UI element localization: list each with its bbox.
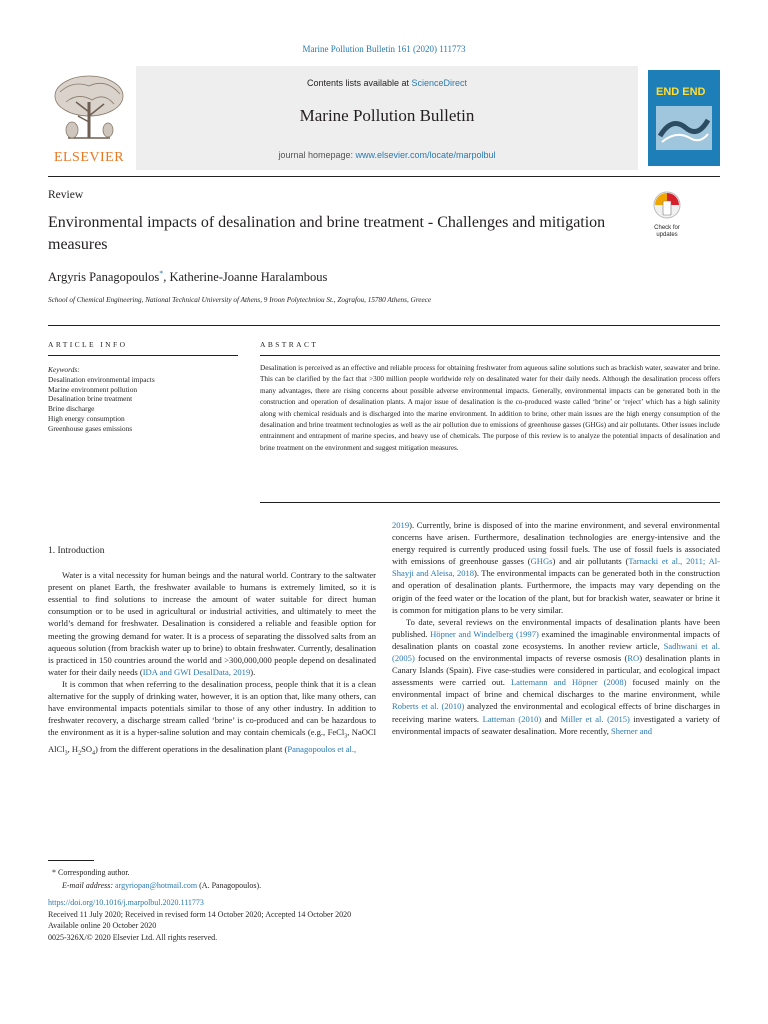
citation-link[interactable]: Sherner and [610, 725, 653, 736]
abstract-heading: ABSTRACT [260, 340, 319, 349]
author-name[interactable]: Argyris Panagopoulos [48, 270, 160, 285]
corresponding-author-marker[interactable]: * [159, 269, 164, 278]
divider [260, 502, 720, 503]
journal-header [48, 66, 720, 170]
citation-link[interactable]: Sadhwani et al. (2005) [392, 640, 720, 664]
contents-line: Contents lists available at ScienceDirect [306, 78, 468, 88]
abbreviation-link[interactable]: RO [627, 653, 640, 664]
citation-link[interactable]: Höpner and Windelberg (1997) [430, 628, 539, 639]
available-online: Available online 20 October 2020 [48, 921, 157, 930]
keywords-list [48, 365, 238, 434]
keyword: Marine environment pollution [48, 384, 138, 394]
journal-cover-image[interactable] [648, 70, 720, 166]
keyword: Desalination brine treatment [48, 394, 133, 404]
author-list: Argyris Panagopoulos*, Katherine-Joanne Haralambous [48, 269, 328, 285]
citation-link[interactable]: Tarnacki et al., 2011; Al-Shayji and Aleisa, 2018 [392, 556, 720, 579]
corresponding-author-note: * Corresponding author. [52, 868, 130, 877]
sciencedirect-link[interactable]: ScienceDirect [411, 78, 468, 88]
email-note: E-mail address: argyriopan@hotmail.com (A. Panagopoulos). [62, 881, 262, 890]
elsevier-logo[interactable] [48, 72, 130, 166]
body-column-left [48, 519, 376, 760]
citation-link[interactable]: Lattemann and Höpner (2008) [510, 677, 627, 688]
article-info-heading: ARTICLE INFO [48, 340, 128, 349]
cover-title: END END [656, 86, 706, 98]
crossmark-label: Check for updates [654, 225, 680, 238]
body-column-right [392, 519, 720, 737]
citation-link[interactable]: Miller et al. (2015) [560, 713, 630, 724]
doi-link[interactable]: https://doi.org/10.1016/j.marpolbul.2020.111773 [48, 898, 204, 907]
keyword: Brine discharge [48, 404, 95, 414]
copyright: 0025-326X/© 2020 Elsevier Ltd. All rights reserved. [48, 932, 218, 942]
cover-art-icon [656, 106, 712, 150]
divider [260, 355, 720, 356]
publication-info [48, 897, 351, 943]
keywords-label: Keywords: [48, 365, 80, 374]
abstract-text: Desalination is perceived as an effective and reliable process for obtaining freshwater from aqueous saline solutions such as brackish water, seawater and brine. This can be clarified by the fact that >300 million people worldwide rely on desalinated water for their daily needs. Although the desalination process offers many advantages, there are rising concerns about possible adverse environmental impacts. Generally, environmental impacts can be generated both in the construction and operation of desalination plants. A major issue of desalination is the co-produced waste called ‘brine’ or ‘reject’ which has a high salinity along with chemical residuals and is discharged into the marine environment. In addition to brine, other main issues are the high energy consumption of the desalination and brine treatment technologies as well as the air pollution due to emissions of greenhouse gasses (GHGs) and air pollutants. Other issues include entrainment and entrapment of marine species, and heavy use of chemicals. The purpose of this review is to analyze the potential impacts of desalination and brine treatment on the environment and suggest mitigation measures. [260, 364, 720, 452]
journal-banner [136, 66, 638, 170]
journal-title: Marine Pollution Bulletin [299, 106, 475, 125]
footnote-rule [48, 860, 94, 861]
divider [48, 325, 720, 326]
citation-link[interactable]: Roberts et al. (2010) [392, 701, 465, 712]
author-name[interactable]: Katherine-Joanne Haralambous [169, 270, 328, 285]
citation-link[interactable]: 2019 [392, 520, 410, 530]
tree-icon [48, 72, 130, 146]
crossmark-icon [648, 190, 686, 220]
received-dates: Received 11 July 2020; Received in revised form 14 October 2020; Accepted 14 October 2020 [48, 909, 352, 919]
header-rule [48, 176, 720, 177]
abbreviation-link[interactable]: GHGs [530, 556, 553, 567]
paragraph: Water is a vital necessity for human beings and the natural world. Contrary to the saltwater present on planet Earth, the freshwater available to humans is extremely limited, so it is essential to find solutions to increase the amount of water suitable for direct human consumption or to be used in agricultural or industrial activities, and ultimately to meet the world’s demand for freshwater. Desalination is considered a reliable and feasible option for meeting the growing demand for water. It is a process of separating the dissolved salts from an aqueous solution (from brackish water up to brine) to obtain freshwater. Currently, desalination is practiced in 150 countries around the world and >300,000,000 people depend on desalinated water for their daily needs (IDA and GWI DesalData, 2019). [48, 570, 376, 677]
affiliation: School of Chemical Engineering, National Technical University of Athens, 9 Iroon Polytechniou St., Zografou, 15780 Athens, Greece [48, 296, 432, 304]
email-link[interactable]: argyriopan@hotmail.com [115, 881, 198, 890]
journal-reference[interactable]: Marine Pollution Bulletin 161 (2020) 111773 [302, 44, 466, 54]
citation-link[interactable]: IDA and GWI DesalData, 2019 [142, 666, 251, 677]
keyword: Greenhouse gases emissions [48, 423, 133, 433]
article-type: Review [48, 189, 84, 201]
journal-homepage: journal homepage: www.elsevier.com/locate/marpolbul [278, 150, 496, 160]
section-heading-introduction: 1. Introduction [48, 546, 105, 556]
paragraph: To date, several reviews on the environmental impacts of desalination plants have been published. Höpner and Windelberg (1997) examined the imaginable environmental impacts of desalination plants on coastal zone ecosystems. In another review article, Sadhwani et al. (2005) focused on the environmental impacts of reverse osmosis (RO) desalination plants in Canary Islands (Spain). Five case-studies were considered in particular, and ecological impact assessments were carried out. Lattemann and Höpner (2008) focused mainly on the environmental impact of brine and chemical discharges to the marine environment, while Roberts et al. (2010) analyzed the environmental and ecological effects of brine discharges in receiving marine waters. Latteman (2010) and Miller et al. (2015) investigated a variety of environmental impacts of seawater desalination. More recently, Sherner and [392, 616, 721, 736]
keyword: High energy consumption [48, 413, 125, 423]
homepage-link[interactable]: www.elsevier.com/locate/marpolbul [355, 150, 496, 160]
footnotes [52, 866, 261, 892]
paragraph: It is common that when referring to the desalination process, people think that it is a clean alternative for the supply of drinking water, however, it is an option that, like many others, can have environmental impacts potentials similar to those of any other industry. In addition to freshwater recovery, a discharge stream called ‘brine’ is co-produced and can be hazardous to the environment as it is a hyper-saline solution and may contain chemicals (e.g., FeCl$_3$, NaOCl AlCl$_3$, $H_2SO_4$) from the different operations in the desalination plant (Panagopoulos et al., [48, 678, 376, 757]
citation-link[interactable]: Panagopoulos et al., [287, 744, 357, 755]
article-title: Environmental impacts of desalination and brine treatment - Challenges and mitigation measures [48, 214, 606, 253]
citation-link[interactable]: Latteman (2010) [482, 713, 542, 724]
keyword: Desalination environmental impacts [48, 374, 155, 384]
paragraph: 2019). Currently, brine is disposed of into the marine environment, and several environmental concerns have arisen. Furthermore, desalination technologies are energy-intensive and the energy required is currently produced using fossil fuels. The use of fossil fuels is associated with emissions of greenhouse gasses (GHGs) and air pollutants (Tarnacki et al., 2011; Al-Shayji and Aleisa, 2018). The environmental impacts can be generated both in the construction and operation of desalination plants. Furthermore, the impacts may vary depending on the origin of the feed water or the location of the plant, but for brackish water, seawater or brine it is common for mitigation plans to be very similar. [392, 520, 720, 615]
publisher-name: ELSEVIER [53, 150, 125, 165]
check-for-updates-badge[interactable] [648, 190, 686, 238]
divider [48, 355, 238, 356]
